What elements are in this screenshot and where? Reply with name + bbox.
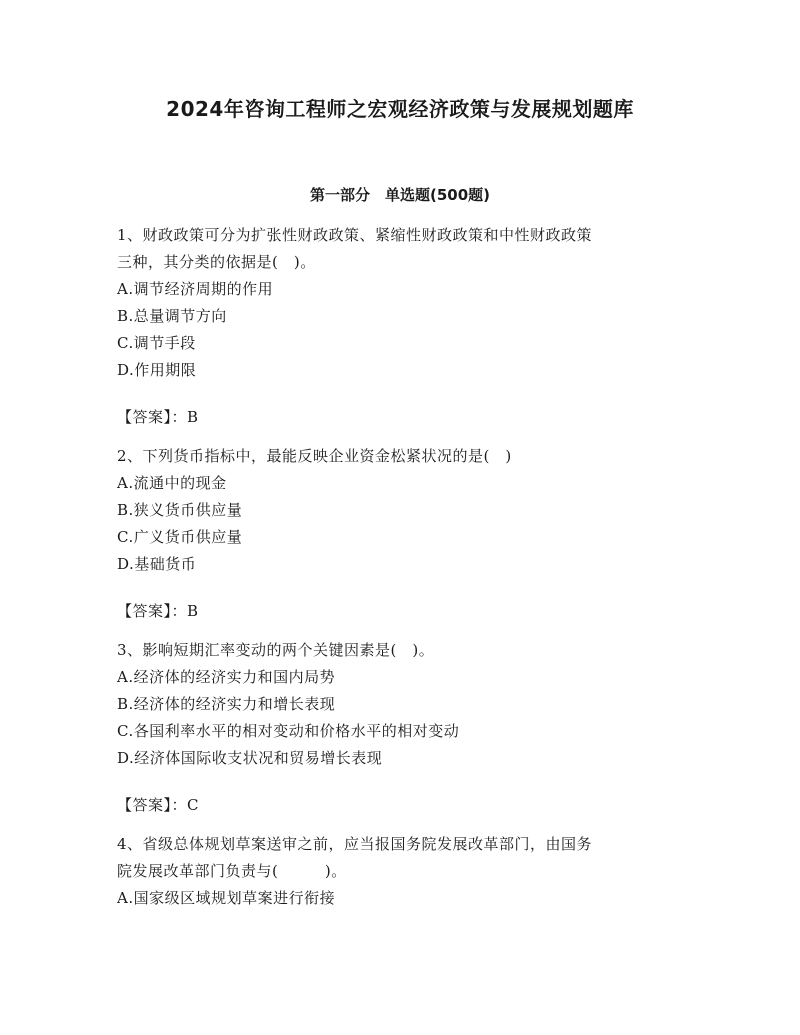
question-4 xyxy=(117,831,687,912)
question-3-option-c: C.各国利率水平的相对变动和价格水平的相对变动 xyxy=(117,722,460,740)
question-3-option-a: A.经济体的经济实力和国内局势 xyxy=(117,668,336,686)
question-3 xyxy=(117,637,687,819)
question-1 xyxy=(117,222,687,431)
question-4-stem-line-2: 院发展改革部门负责与( )。 xyxy=(117,862,347,880)
question-3-option-b: B.经济体的经济实力和增长表现 xyxy=(117,695,336,713)
question-2 xyxy=(117,443,687,625)
question-2-option-a: A.流通中的现金 xyxy=(117,474,227,492)
question-1-stem-line-1: 1、财政政策可分为扩张性财政政策、紧缩性财政政策和中性财政政策 xyxy=(117,226,593,244)
question-2-option-c: C.广义货币供应量 xyxy=(117,528,243,546)
question-2-option-d: D.基础货币 xyxy=(117,555,197,573)
question-list xyxy=(117,222,687,924)
question-3-answer: 【答案】：C xyxy=(117,796,199,814)
question-1-option-a: A.调节经济周期的作用 xyxy=(117,280,274,298)
question-2-stem-line-1: 2、下列货币指标中，最能反映企业资金松紧状况的是( ) xyxy=(117,447,512,465)
question-1-option-b: B.总量调节方向 xyxy=(117,307,227,325)
question-1-option-d: D.作用期限 xyxy=(117,361,197,379)
question-1-answer: 【答案】：B xyxy=(117,408,199,426)
question-1-option-c: C.调节手段 xyxy=(117,334,196,352)
question-4-option-a: A.国家级区域规划草案进行衔接 xyxy=(117,889,336,907)
question-2-option-b: B.狭义货币供应量 xyxy=(117,501,243,519)
question-2-answer: 【答案】：B xyxy=(117,602,199,620)
section-title: 第一部分 单选题(500题) xyxy=(309,186,491,204)
question-1-stem-line-2: 三种，其分类的依据是( )。 xyxy=(117,253,316,271)
question-3-option-d: D.经济体国际收支状况和贸易增长表现 xyxy=(117,749,383,767)
question-3-stem-line-1: 3、影响短期汇率变动的两个关键因素是( )。 xyxy=(117,641,435,659)
question-4-stem-line-1: 4、省级总体规划草案送审之前，应当报国务院发展改革部门，由国务 xyxy=(117,835,593,853)
document-title: 2024年咨询工程师之宏观经济政策与发展规划题库 xyxy=(166,97,634,121)
